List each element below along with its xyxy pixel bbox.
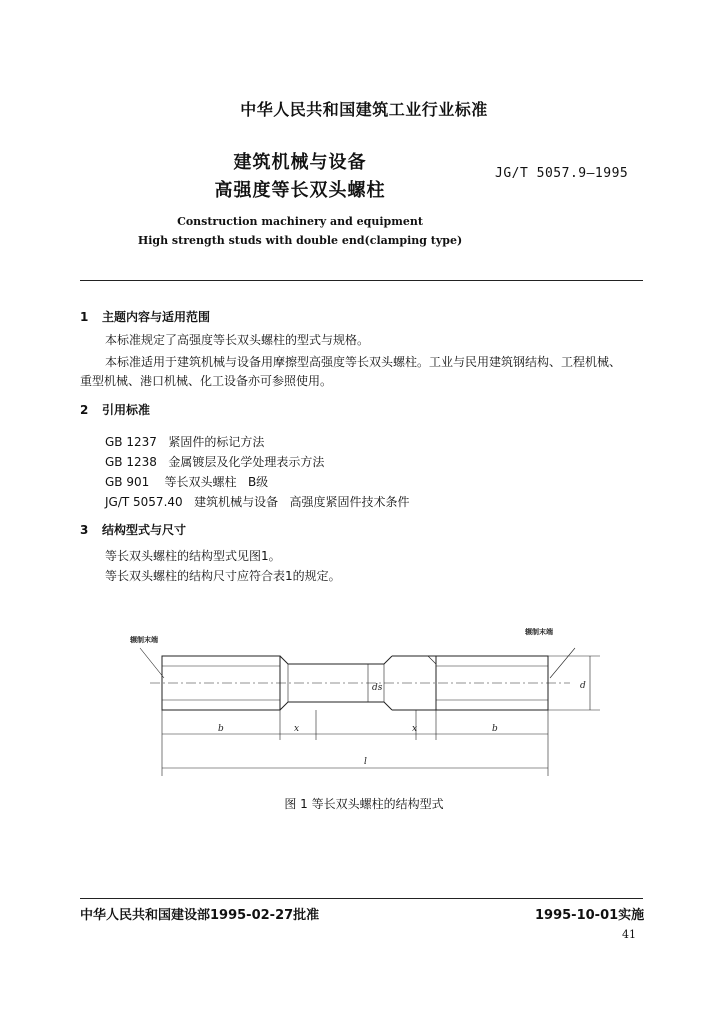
section-title: 主题内容与适用范围 bbox=[102, 310, 211, 324]
paragraph: 本标准适用于建筑机械与设备用摩擦型高强度等长双头螺柱。工业与民用建筑钢结构、工程机械、 bbox=[105, 355, 622, 369]
figure-caption: 图 1 等长双头螺柱的结构型式 bbox=[284, 797, 444, 811]
paragraph: 等长双头螺柱的结构尺寸应符合表1的规定。 bbox=[105, 569, 341, 583]
paragraph: 重型机械、港口机械、化工设备亦可参照使用。 bbox=[80, 374, 333, 388]
reference-item: JG/T 5057.40 建筑机械与设备 高强度紧固件技术条件 bbox=[105, 495, 410, 509]
section-title: 结构型式与尺寸 bbox=[102, 523, 187, 537]
dim-x-right: x bbox=[412, 724, 418, 734]
approval-line: 中华人民共和国建设部1995-02-27批准 bbox=[80, 908, 320, 923]
standard-number: JG/T 5057.9—1995 bbox=[495, 166, 629, 181]
implementation-date: 1995-10-01实施 bbox=[535, 908, 645, 923]
section-number: 2 bbox=[80, 403, 89, 417]
paragraph: 本标准规定了高强度等长双头螺柱的型式与规格。 bbox=[105, 333, 370, 347]
stud-drawing bbox=[120, 628, 610, 788]
reference-item: GB 1237 紧固件的标记方法 bbox=[105, 435, 265, 449]
paragraph: 等长双头螺柱的结构型式见图1。 bbox=[105, 549, 281, 563]
footer-divider bbox=[80, 898, 643, 899]
section-number: 3 bbox=[80, 523, 89, 537]
left-transition bbox=[280, 656, 392, 664]
page-number: 41 bbox=[622, 928, 636, 941]
dim-b-left: b bbox=[218, 724, 224, 734]
section-3-heading bbox=[80, 521, 186, 538]
reference-item: GB 1238 金属镀层及化学处理表示方法 bbox=[105, 455, 325, 469]
reference-item: GB 901 等长双头螺柱 B级 bbox=[105, 475, 269, 489]
dim-d: d bbox=[580, 681, 586, 691]
dim-b-right: b bbox=[492, 724, 498, 734]
dim-ds: ds bbox=[372, 683, 383, 693]
section-title: 引用标准 bbox=[102, 403, 151, 417]
document-title-line2: 高强度等长双头螺柱 bbox=[214, 180, 386, 201]
document-title-line1: 建筑机械与设备 bbox=[233, 152, 367, 173]
english-title-line2: High strength studs with double end(clamping type) bbox=[137, 234, 463, 247]
header-divider bbox=[80, 280, 643, 281]
english-title-line1: Construction machinery and equipment bbox=[177, 215, 423, 228]
left-end-label: 辗制末端 bbox=[130, 635, 158, 644]
section-1-heading bbox=[80, 308, 210, 325]
section-2-heading bbox=[80, 401, 150, 418]
dim-x-left: x bbox=[294, 724, 300, 734]
right-end-label: 辗制末端 bbox=[525, 628, 553, 636]
issuing-standard-heading: 中华人民共和国建筑工业行业标准 bbox=[240, 100, 488, 119]
section-number: 1 bbox=[80, 310, 89, 324]
dim-l: l bbox=[364, 757, 367, 767]
